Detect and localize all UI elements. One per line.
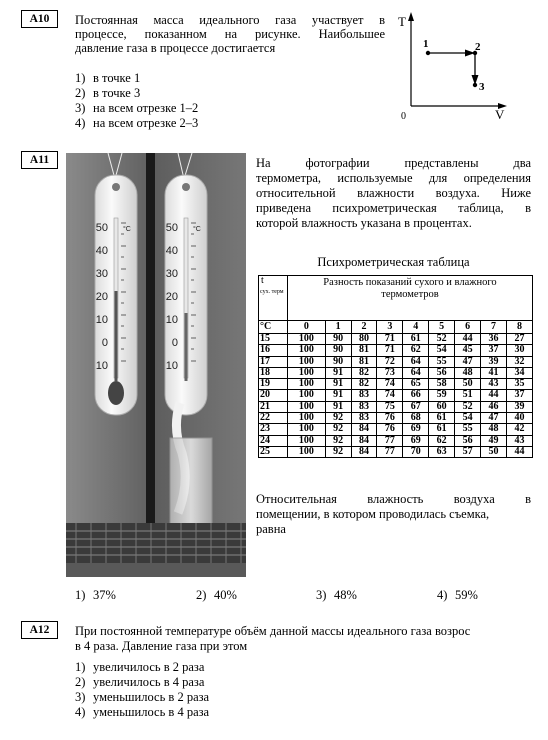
table-cell: 47 bbox=[481, 413, 507, 424]
table-cell: 35 bbox=[506, 379, 532, 390]
table-cell: 47 bbox=[455, 356, 481, 367]
table-temp-cell: 20 bbox=[259, 390, 288, 401]
table-cell: 100 bbox=[288, 356, 326, 367]
table-cell: 100 bbox=[288, 379, 326, 390]
stand-pole bbox=[146, 153, 155, 531]
a12-option-1[interactable] bbox=[75, 660, 204, 675]
table-cell: 32 bbox=[506, 356, 532, 367]
table-cell: 100 bbox=[288, 390, 326, 401]
table-cell: 41 bbox=[481, 367, 507, 378]
table-cell: 44 bbox=[481, 390, 507, 401]
table-cell: 77 bbox=[377, 435, 403, 446]
thermometers-photo bbox=[66, 153, 246, 577]
table-diff-header: 2 bbox=[351, 321, 377, 334]
table-cell: 64 bbox=[403, 367, 429, 378]
point-1 bbox=[426, 51, 430, 55]
table-row bbox=[259, 446, 533, 457]
table-cell: 62 bbox=[403, 345, 429, 356]
table-cell: 82 bbox=[351, 379, 377, 390]
wet-scale-20: 20 bbox=[165, 291, 178, 303]
option-text: 59% bbox=[455, 588, 478, 602]
table-temp-cell: 24 bbox=[259, 435, 288, 446]
table-cell: 56 bbox=[429, 367, 455, 378]
a12-line-2: в 4 раза. Давление газа при этом bbox=[75, 639, 248, 653]
wet-scale-50: 50 bbox=[165, 222, 178, 234]
water-glass bbox=[170, 438, 212, 533]
table-cell: 44 bbox=[506, 446, 532, 457]
table-cell: 90 bbox=[325, 345, 351, 356]
table-cell: 100 bbox=[288, 446, 326, 457]
table-cell: 62 bbox=[429, 435, 455, 446]
a12-option-2[interactable] bbox=[75, 675, 204, 690]
option-number: 4) bbox=[75, 705, 86, 719]
wet-scale-40: 40 bbox=[165, 245, 178, 257]
question-label-a10: A10 bbox=[21, 10, 58, 28]
table-cell: 100 bbox=[288, 435, 326, 446]
table-row bbox=[259, 413, 533, 424]
table-cell: 65 bbox=[403, 379, 429, 390]
a10-option-1[interactable] bbox=[75, 71, 140, 86]
wet-scale-0: 0 bbox=[171, 337, 178, 349]
a11-after-line-2: помещении, в котором проводилась съемка, bbox=[256, 507, 490, 521]
table-cell: 52 bbox=[429, 334, 455, 345]
table-cell: 91 bbox=[325, 401, 351, 412]
table-diff-header: 6 bbox=[455, 321, 481, 334]
table-cell: 76 bbox=[377, 413, 403, 424]
table-cell: 81 bbox=[351, 345, 377, 356]
table-cell: 73 bbox=[377, 367, 403, 378]
corner-subscript: сух. терм bbox=[260, 289, 284, 296]
a11-option-1[interactable] bbox=[75, 588, 116, 603]
table-diff-header: 7 bbox=[481, 321, 507, 334]
table-row bbox=[259, 424, 533, 435]
table-diff-header: 3 bbox=[377, 321, 403, 334]
table-cell: 80 bbox=[351, 334, 377, 345]
table-cell: 83 bbox=[351, 401, 377, 412]
origin-label: 0 bbox=[401, 111, 406, 122]
table-cell: 76 bbox=[377, 424, 403, 435]
table-cell: 51 bbox=[455, 390, 481, 401]
a11-line-5: которой влажность указана в процентах. bbox=[256, 216, 472, 230]
table-cell: 52 bbox=[455, 401, 481, 412]
table-corner-cell bbox=[259, 276, 288, 321]
option-number: 2) bbox=[75, 675, 86, 689]
a12-option-4[interactable] bbox=[75, 705, 209, 720]
table-row bbox=[259, 401, 533, 412]
table-cell: 75 bbox=[377, 401, 403, 412]
table-cell: 60 bbox=[429, 401, 455, 412]
table-header-row bbox=[259, 276, 533, 321]
table-cell: 91 bbox=[325, 390, 351, 401]
table-cell: 39 bbox=[481, 356, 507, 367]
table-cell: 34 bbox=[506, 367, 532, 378]
option-text: уменьшилось в 2 раза bbox=[93, 690, 210, 704]
a10-line-2: процессе, показанном на рисунке. Наибольшее bbox=[75, 27, 385, 41]
table-cell: 71 bbox=[377, 345, 403, 356]
table-row bbox=[259, 345, 533, 356]
table-cell: 43 bbox=[506, 435, 532, 446]
table-cell: 30 bbox=[506, 345, 532, 356]
table-cell: 67 bbox=[403, 401, 429, 412]
table-cell: 91 bbox=[325, 379, 351, 390]
a10-option-3[interactable] bbox=[75, 101, 198, 116]
table-cell: 90 bbox=[325, 334, 351, 345]
table-cell: 100 bbox=[288, 413, 326, 424]
question-label-a12: A12 bbox=[21, 621, 58, 639]
table-diff-header: 5 bbox=[429, 321, 455, 334]
table-cell: 55 bbox=[429, 356, 455, 367]
table-row bbox=[259, 435, 533, 446]
table-cell: 70 bbox=[403, 446, 429, 457]
dry-scale-10: 10 bbox=[95, 314, 108, 326]
table-cell: 84 bbox=[351, 435, 377, 446]
table-temp-cell: 25 bbox=[259, 446, 288, 457]
table-cell: 92 bbox=[325, 446, 351, 457]
table-cell: 55 bbox=[455, 424, 481, 435]
psychrometric-table-title: Психрометрическая таблица bbox=[317, 255, 470, 269]
table-temp-cell: 19 bbox=[259, 379, 288, 390]
table-cell: 69 bbox=[403, 424, 429, 435]
table-diff-header: 8 bbox=[506, 321, 532, 334]
option-text: в точке 1 bbox=[93, 71, 141, 85]
table-temp-cell: 21 bbox=[259, 401, 288, 412]
stand-base bbox=[66, 523, 246, 563]
table-cell: 43 bbox=[481, 379, 507, 390]
table-temp-cell: 17 bbox=[259, 356, 288, 367]
table-cell: 91 bbox=[325, 367, 351, 378]
table-cell: 37 bbox=[506, 390, 532, 401]
table-cell: 74 bbox=[377, 379, 403, 390]
a10-line-3: давление газа в процессе достигается bbox=[75, 41, 276, 55]
dry-scale-30: 30 bbox=[95, 268, 108, 280]
dry-scale-0: 0 bbox=[101, 337, 108, 349]
option-number: 3) bbox=[75, 101, 86, 115]
table-diff-row bbox=[259, 321, 533, 334]
wet-scale-minus-10: 10 bbox=[165, 360, 178, 372]
option-text: на всем отрезке 1–2 bbox=[93, 101, 199, 115]
table-cell: 90 bbox=[325, 356, 351, 367]
option-number: 3) bbox=[316, 588, 327, 602]
table-header-diff: Разность показаний сухого и влажного термометров bbox=[288, 276, 533, 321]
table-cell: 66 bbox=[403, 390, 429, 401]
option-number: 1) bbox=[75, 660, 86, 674]
table-cell: 56 bbox=[455, 435, 481, 446]
t-axis-arrow bbox=[408, 12, 414, 21]
table-cell: 48 bbox=[455, 367, 481, 378]
table-temp-cell: 15 bbox=[259, 334, 288, 345]
table-cell: 100 bbox=[288, 401, 326, 412]
table-cell: 82 bbox=[351, 367, 377, 378]
option-text: уменьшилось в 4 раза bbox=[93, 705, 210, 719]
table-row bbox=[259, 334, 533, 345]
wet-scale-10: 10 bbox=[165, 314, 178, 326]
table-row bbox=[259, 390, 533, 401]
a11-option-3[interactable] bbox=[316, 588, 357, 603]
a11-line-4: приведена психрометрическая таблица, в bbox=[256, 201, 531, 215]
table-cell: 50 bbox=[481, 446, 507, 457]
table-cell: 42 bbox=[506, 424, 532, 435]
table-cell: 72 bbox=[377, 356, 403, 367]
point-2-label: 2 bbox=[475, 41, 481, 53]
a11-after-line-1: Относительная влажность воздуха в bbox=[256, 492, 531, 506]
table-cell: 44 bbox=[455, 334, 481, 345]
table-cell: 63 bbox=[429, 446, 455, 457]
table-cell: 68 bbox=[403, 413, 429, 424]
a12-option-3[interactable] bbox=[75, 690, 209, 705]
a11-line-2: термометра, используемые для определения bbox=[256, 171, 531, 185]
option-text: увеличилось в 2 раза bbox=[93, 660, 205, 674]
table-cell: 48 bbox=[481, 424, 507, 435]
option-number: 4) bbox=[75, 116, 86, 130]
option-text: увеличилось в 4 раза bbox=[93, 675, 205, 689]
table-row bbox=[259, 367, 533, 378]
table-cell: 50 bbox=[455, 379, 481, 390]
option-text: 48% bbox=[334, 588, 357, 602]
wet-scale-30: 30 bbox=[165, 268, 178, 280]
v-axis-label: V bbox=[495, 107, 505, 122]
table-cell: 59 bbox=[429, 390, 455, 401]
dry-scale-50: 50 bbox=[95, 222, 108, 234]
dry-unit: °C bbox=[123, 226, 131, 233]
table-diff-header: 1 bbox=[325, 321, 351, 334]
table-cell: 81 bbox=[351, 356, 377, 367]
option-number: 4) bbox=[437, 588, 448, 602]
table-cell: 92 bbox=[325, 435, 351, 446]
dry-scale-20: 20 bbox=[95, 291, 108, 303]
table-cell: 46 bbox=[481, 401, 507, 412]
table-cell: 100 bbox=[288, 334, 326, 345]
table-cell: 57 bbox=[455, 446, 481, 457]
a12-line-1: При постоянной температуре объём данной массы идеального газа возрос bbox=[75, 624, 471, 638]
a11-line-3: относительной влажности воздуха. Ниже bbox=[256, 186, 531, 200]
thermometers-photo-drawing bbox=[66, 153, 246, 577]
table-cell: 27 bbox=[506, 334, 532, 345]
option-text: 37% bbox=[93, 588, 116, 602]
table-cell: 61 bbox=[429, 424, 455, 435]
table-cell: 100 bbox=[288, 367, 326, 378]
table-cell: 92 bbox=[325, 413, 351, 424]
table-cell: 69 bbox=[403, 435, 429, 446]
table-cell: 61 bbox=[429, 413, 455, 424]
point-3 bbox=[473, 83, 477, 87]
table-cell: 58 bbox=[429, 379, 455, 390]
table-cell: 71 bbox=[377, 334, 403, 345]
table-cell: 92 bbox=[325, 424, 351, 435]
wet-unit: °C bbox=[193, 226, 201, 233]
table-temp-cell: 23 bbox=[259, 424, 288, 435]
question-label-a11: A11 bbox=[21, 151, 58, 169]
table-temp-cell: 18 bbox=[259, 367, 288, 378]
table-cell: 77 bbox=[377, 446, 403, 457]
table-cell: 54 bbox=[429, 345, 455, 356]
a10-option-2[interactable] bbox=[75, 86, 140, 101]
a11-after-line-3: равна bbox=[256, 522, 286, 536]
dry-scale-minus-10: 10 bbox=[95, 360, 108, 372]
a10-line-1: Постоянная масса идеального газа участвует в bbox=[75, 13, 385, 27]
a11-line-1: На фотографии представлены два bbox=[256, 156, 531, 170]
table-cell: 83 bbox=[351, 390, 377, 401]
corner-unit: °C bbox=[259, 321, 288, 334]
t-axis-label: T bbox=[398, 14, 406, 29]
table-cell: 40 bbox=[506, 413, 532, 424]
option-number: 3) bbox=[75, 690, 86, 704]
table-cell: 74 bbox=[377, 390, 403, 401]
table-cell: 36 bbox=[481, 334, 507, 345]
a10-option-4[interactable] bbox=[75, 116, 198, 131]
option-text: 40% bbox=[214, 588, 237, 602]
option-text: на всем отрезке 2–3 bbox=[93, 116, 199, 130]
table-cell: 37 bbox=[481, 345, 507, 356]
psychrometric-table bbox=[258, 275, 533, 458]
point-3-label: 3 bbox=[479, 81, 485, 93]
table-cell: 61 bbox=[403, 334, 429, 345]
table-cell: 100 bbox=[288, 424, 326, 435]
option-number: 1) bbox=[75, 71, 86, 85]
table-row bbox=[259, 356, 533, 367]
table-diff-header: 0 bbox=[288, 321, 326, 334]
table-diff-header: 4 bbox=[403, 321, 429, 334]
table-cell: 84 bbox=[351, 446, 377, 457]
option-number: 2) bbox=[196, 588, 207, 602]
tv-process-graph bbox=[395, 8, 515, 123]
table-cell: 64 bbox=[403, 356, 429, 367]
table-temp-cell: 16 bbox=[259, 345, 288, 356]
option-number: 1) bbox=[75, 588, 86, 602]
a11-option-4[interactable] bbox=[437, 588, 478, 603]
table-row bbox=[259, 379, 533, 390]
table-cell: 54 bbox=[455, 413, 481, 424]
table-cell: 84 bbox=[351, 424, 377, 435]
table-cell: 39 bbox=[506, 401, 532, 412]
table-temp-cell: 22 bbox=[259, 413, 288, 424]
table-cell: 49 bbox=[481, 435, 507, 446]
option-text: в точке 3 bbox=[93, 86, 141, 100]
dry-scale-40: 40 bbox=[95, 245, 108, 257]
table-cell: 83 bbox=[351, 413, 377, 424]
table-cell: 100 bbox=[288, 345, 326, 356]
option-number: 2) bbox=[75, 86, 86, 100]
point-1-label: 1 bbox=[423, 38, 429, 50]
a11-option-2[interactable] bbox=[196, 588, 237, 603]
table-cell: 45 bbox=[455, 345, 481, 356]
corner-t: t bbox=[261, 275, 264, 286]
